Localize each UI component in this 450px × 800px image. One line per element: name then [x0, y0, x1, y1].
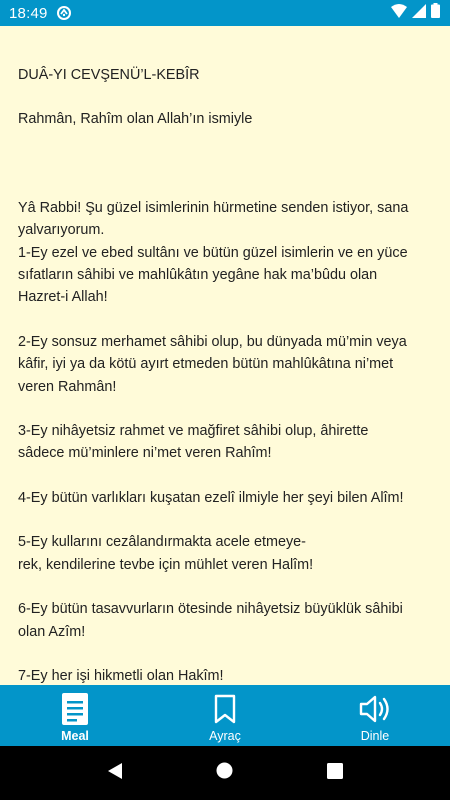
nav-label-meal: Meal	[61, 729, 89, 743]
paragraph-2: 2-Ey sonsuz merhamet sâhibi olup, bu dünyada mü’min veya kâfir, iyi ya da kötü ayırt etmeden bütün mahlûkâtına ni’met veren Rahmân!	[18, 333, 407, 395]
app-notification-icon	[56, 5, 72, 21]
paragraph-3: 3-Ey nihâyetsiz rahmet ve mağfiret sâhibi olup, âhirette sâdece mü’minlere ni’met veren Rahîm!	[18, 423, 369, 462]
paragraph-6: 6-Ey bütün tasavvurların ötesinde nihâyetsiz büyüklük sâhibi olan Azîm!	[18, 601, 403, 640]
system-navigation-bar	[0, 746, 450, 800]
nav-item-meal[interactable]	[0, 685, 150, 746]
home-icon[interactable]	[216, 762, 233, 784]
paragraph-5: 5-Ey kullarını cezâlandırmakta acele etmeye- rek, kendilerine tevbe için mühlet veren Halîm!	[18, 534, 314, 573]
document-icon	[62, 693, 88, 725]
signal-icon	[412, 4, 426, 23]
reading-pane[interactable]	[0, 26, 450, 685]
basmala-text: Rahmân, Rahîm olan Allah’ın ismiyle	[18, 111, 253, 128]
bookmark-icon	[214, 693, 236, 725]
intro-paragraph: Yâ Rabbi! Şu güzel isimlerinin hürmetine senden istiyor, sana yalvarıyorum. 1-Ey ezel ve ebed sultânı ve bütün güzel isimlerin ve en yüce sıfatların sâhibi ve mahlûkâtın yegâne hak ma’bûdu olan Hazret-i Allah!	[18, 199, 409, 306]
status-bar	[0, 0, 450, 26]
nav-label-ayrac: Ayraç	[209, 729, 241, 743]
wifi-icon	[391, 4, 407, 23]
nav-item-ayrac[interactable]	[150, 685, 300, 746]
bottom-navigation	[0, 685, 450, 746]
nav-item-dinle[interactable]	[300, 685, 450, 746]
status-time: 18:49	[9, 4, 48, 22]
battery-icon	[431, 3, 440, 23]
prayer-text	[0, 26, 450, 685]
back-icon[interactable]	[107, 762, 123, 785]
nav-label-dinle: Dinle	[360, 729, 390, 743]
prayer-title: DUÂ-YI CEVŞENÜ’L-KEBÎR	[18, 67, 200, 83]
paragraph-7: 7-Ey her işi hikmetli olan Hakîm!	[18, 667, 224, 684]
recents-icon[interactable]	[327, 763, 343, 784]
paragraph-4: 4-Ey bütün varlıkları kuşatan ezelî ilmiyle her şeyi bilen Alîm!	[18, 489, 404, 506]
speaker-icon	[359, 693, 391, 725]
